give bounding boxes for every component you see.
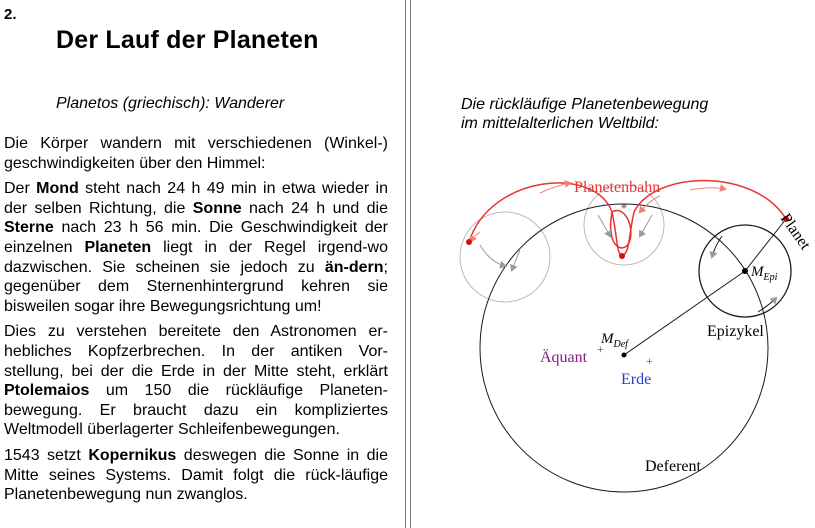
- label-planetenbahn: Planetenbahn: [574, 179, 661, 196]
- term-ptolemaios: Ptolemaios: [4, 382, 90, 400]
- subtitle: Planetos (griechisch): Wanderer: [56, 95, 285, 112]
- ghost-epicycle-left: [460, 212, 550, 302]
- term-kopernikus: Kopernikus: [88, 446, 177, 464]
- label-aequant: Äquant: [540, 349, 588, 366]
- label-planet: Planet: [776, 210, 814, 254]
- aequant-marker: +: [597, 342, 604, 356]
- label-deferent: Deferent: [645, 458, 701, 475]
- red-arrow-2: [690, 188, 725, 190]
- caption-line-1: Die rückläufige Planetenbewegung: [461, 96, 709, 113]
- gray-arrow-3: [598, 215, 610, 236]
- term-planeten: Planeten: [84, 238, 152, 256]
- epicycle-arrow-1: [712, 236, 722, 257]
- epicycle-arrow-2: [758, 298, 776, 312]
- term-aendern: än-dern: [324, 258, 384, 276]
- erde-marker: +: [646, 354, 653, 368]
- planet-point-left: [466, 239, 472, 245]
- text-run: um 150 die rückläufige Planeten-bewegung. Er braucht dazu ein kompliziertes Weltmodell überlagerter Schleifenbewegungen.: [4, 382, 388, 439]
- label-epizykel: Epizykel: [707, 323, 764, 340]
- label-erde: Erde: [621, 371, 652, 388]
- retrograde-loop: [611, 211, 631, 248]
- label-m-epi: $M_{Epi}$: [751, 264, 778, 283]
- gray-arrow-1: [480, 245, 505, 266]
- planet-point-middle: [619, 253, 625, 259]
- text-run: deswegen die Sonne in die Mitte seines Systems. Damit folgt die rück-läufige Planetenbewegung nun zwanglos.: [4, 446, 388, 504]
- term-sterne: Sterne: [4, 219, 54, 237]
- text-run: 1543 setzt: [4, 446, 89, 464]
- caption-line-2: im mittelalterlichen Weltbild:: [461, 115, 659, 132]
- text-run: steht nach 24 h 49 min in etwa wieder in der selben Richtung, die: [4, 180, 388, 217]
- ghost-epicycle-top: [584, 185, 664, 265]
- paragraph-1: Die Körper wandern mit verschiedenen (Winkel-) geschwindigkeiten über den Himmel:: [4, 135, 388, 172]
- deferent-center: [622, 353, 627, 358]
- text-run: liegt in der Regel irgend-wo dazwischen. Sie scheinen sie jedoch zu: [4, 238, 388, 276]
- gray-arrow-4: [640, 215, 652, 236]
- text-run: Der: [4, 180, 37, 198]
- text-run: Dies zu verstehen bereitete den Astronomen er-hebliches Kopfzerbrechen. In der antiken Vor-stellung, bei der die Erde in der Mitte steht, erklärt: [4, 323, 388, 380]
- red-arrow-3: [640, 196, 660, 212]
- page-title: Der Lauf der Planeten: [56, 26, 319, 54]
- text-run: nach 23 h 56 min. Die Geschwindigkeit der einzelnen: [4, 219, 388, 256]
- term-sonne: Sonne: [192, 199, 242, 217]
- section-number: 2.: [4, 6, 17, 23]
- text-run: ; gegenüber dem Sternenhintergrund kehren sie bisweilen sogar ihre Bewegungsrichtung um!: [4, 258, 388, 315]
- term-mond: Mond: [36, 180, 79, 198]
- epicycle-center: [742, 268, 748, 274]
- label-m-def: $M_{Def}$: [601, 331, 628, 350]
- text-run: nach 24 h und die: [241, 199, 388, 217]
